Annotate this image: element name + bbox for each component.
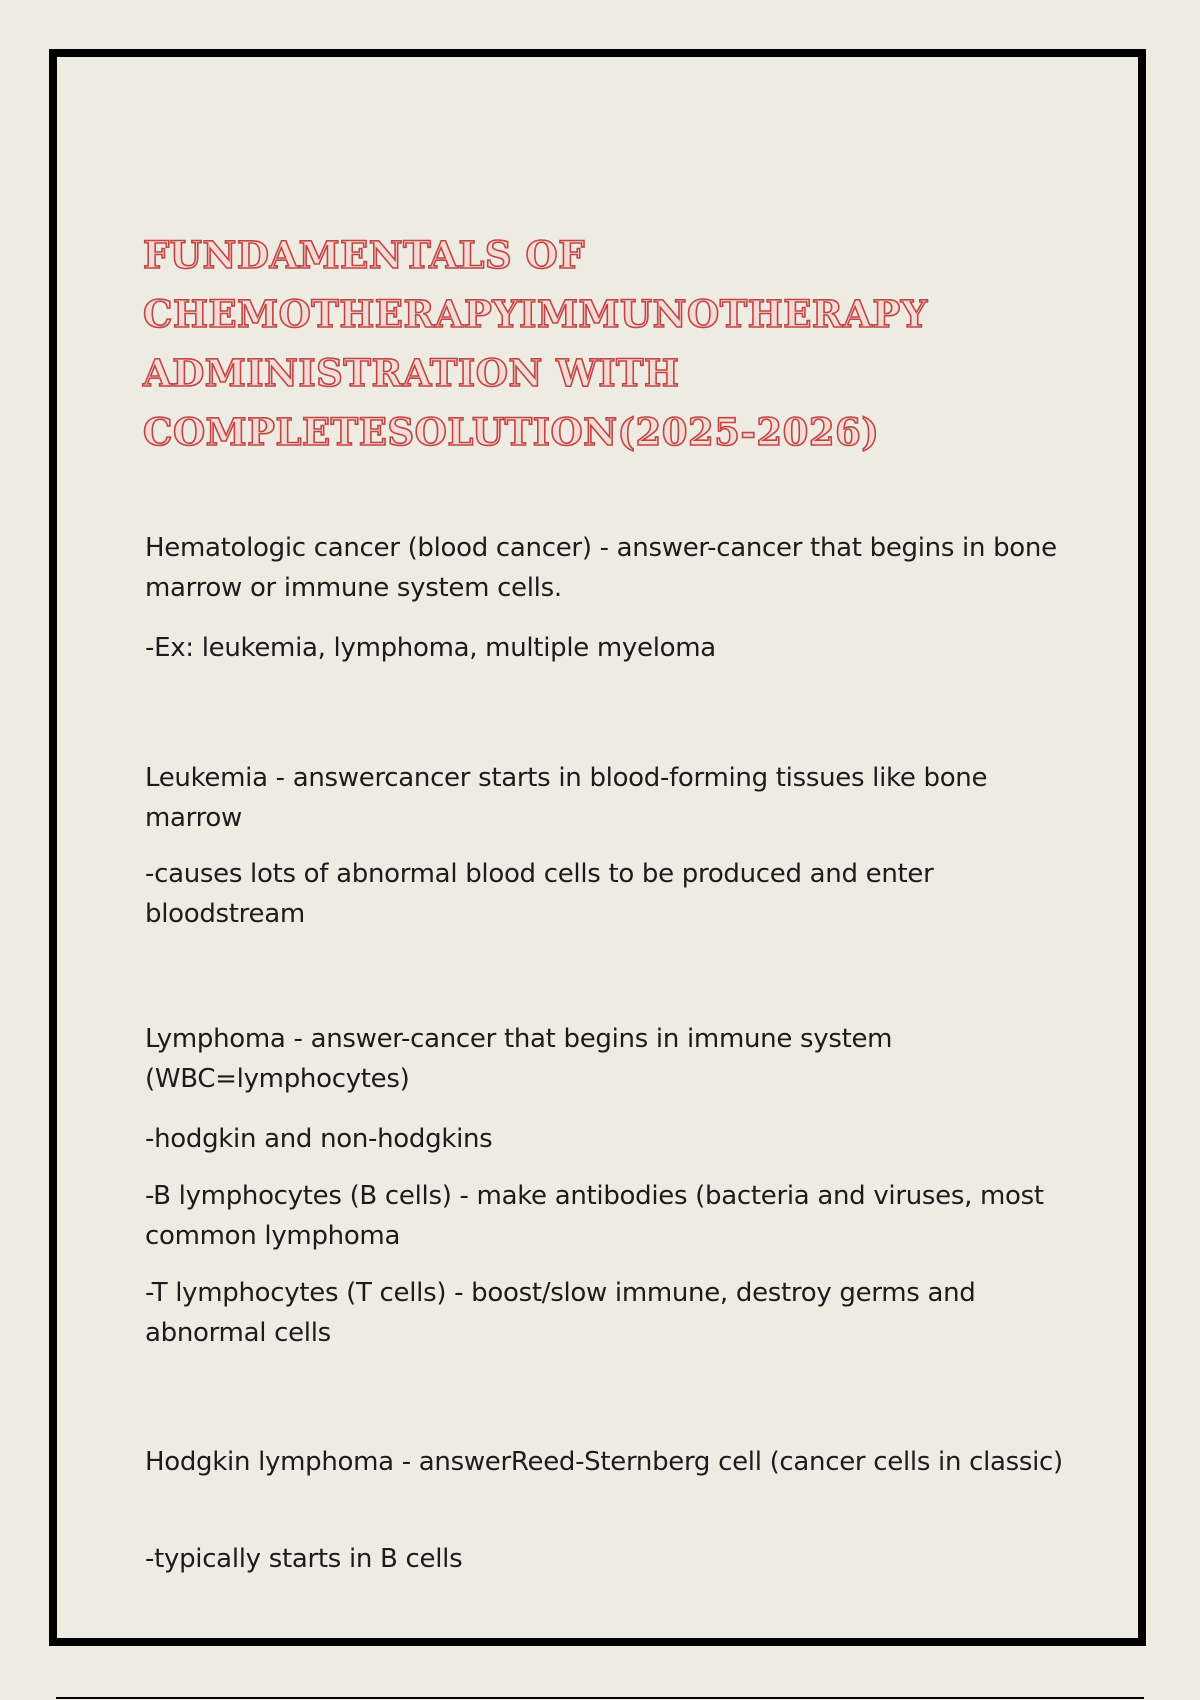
detail-paragraph: -Ex: leukemia, lymphoma, multiple myeloma [145, 633, 716, 663]
title-line: CHEMOTHERAPYIMMUNOTHERAPY [143, 292, 928, 336]
definition-hematologic-cancer: Hematologic cancer (blood cancer) - answer-cancer that begins in bone marrow or immune system cells. [145, 533, 1057, 603]
detail-paragraph: -hodgkin and non-hodgkins [145, 1124, 493, 1154]
detail-paragraph: -typically starts in B cells [145, 1544, 463, 1574]
title-line: ADMINISTRATION WITH [143, 351, 680, 395]
detail-paragraph: -causes lots of abnormal blood cells to be produced and enter bloodstream [145, 859, 934, 929]
definition-leukemia: Leukemia - answercancer starts in blood-forming tissues like bone marrow [145, 763, 988, 833]
footer-divider [56, 1697, 1144, 1699]
document-title [143, 226, 1043, 462]
definition-lymphoma: Lymphoma - answer-cancer that begins in immune system (WBC=lymphocytes) [145, 1024, 893, 1094]
title-line: COMPLETESOLUTION(2025-2026) [143, 410, 880, 454]
detail-paragraph: -B lymphocytes (B cells) - make antibodies (bacteria and viruses, most common lymphoma [145, 1181, 1044, 1251]
title-line: FUNDAMENTALS OF [143, 233, 585, 277]
detail-paragraph: -T lymphocytes (T cells) - boost/slow immune, destroy germs and abnormal cells [145, 1278, 976, 1348]
definition-hodgkin-lymphoma: Hodgkin lymphoma - answerReed-Sternberg cell (cancer cells in classic) [145, 1447, 1063, 1477]
